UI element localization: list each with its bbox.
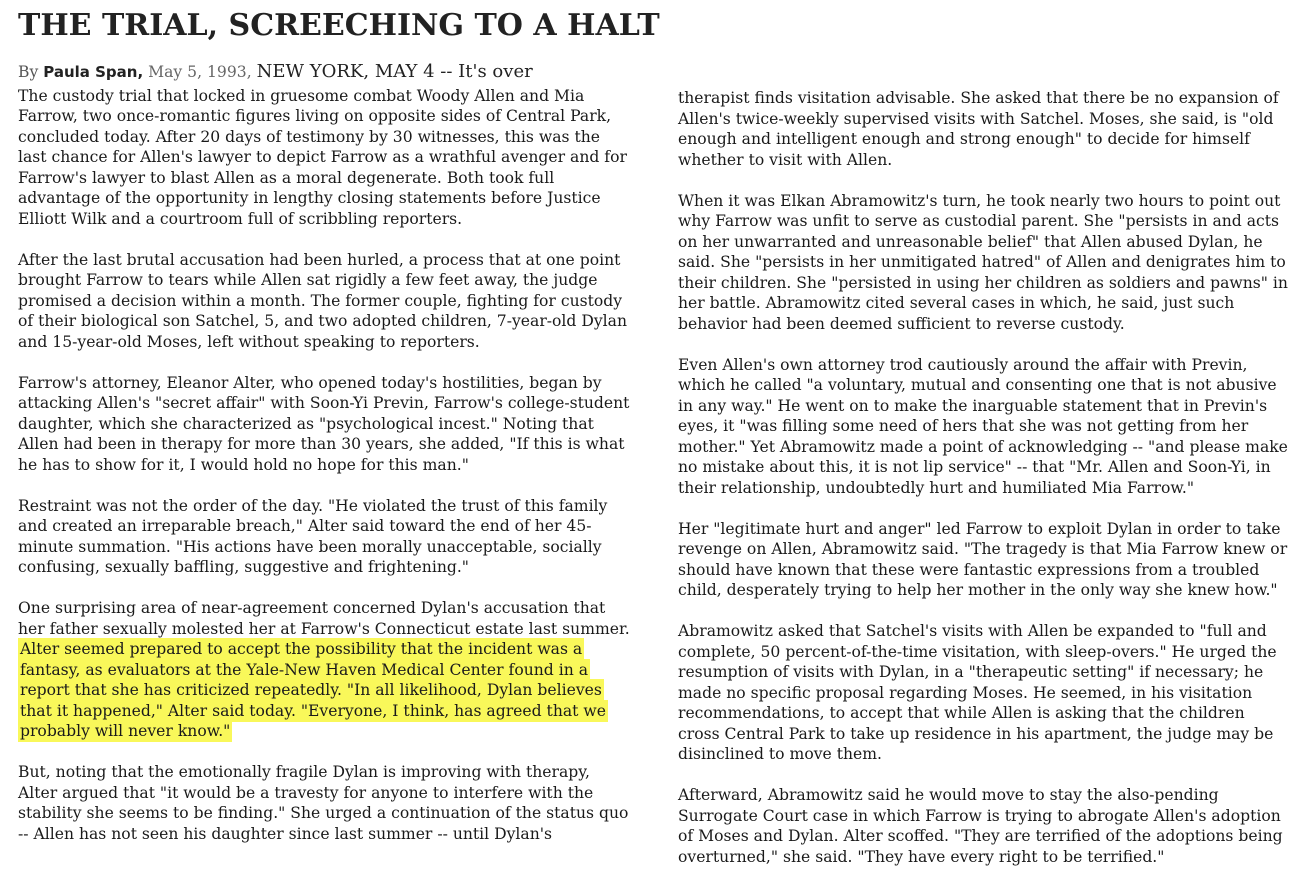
left-column bbox=[18, 62, 630, 865]
paragraph: therapist finds visitation advisable. She asked that there be no expansion of Allen's twice-weekly supervised visits with Satchel. Moses, she said, is "old enough and intelligent enough and strong enough" to decide for himself whether to visit with Allen. bbox=[678, 89, 1279, 169]
paragraph: The custody trial that locked in gruesome combat Woody Allen and Mia Farrow, two once-romantic figures living on opposite sides of Central Park, concluded today. After 20 days of testimony by 30 witnesses, this was the last chance for Allen's lawyer to depict Farrow as a wrathful avenger and for Farrow's lawyer to blast Allen as a moral degenerate. Both took full advantage of the opportunity in lengthy closing statements before Justice Elliott Wilk and a courtroom full of scribbling reporters. bbox=[18, 86, 627, 228]
paragraph: Abramowitz asked that Satchel's visits with Allen be expanded to "full and complete, 50 percent-of-the-time visitation, with sleep-overs." He urged the resumption of visits with Dylan, in a "therapeutic setting" if necessary; he made no specific proposal regarding Moses. He seemed, in his visitation recommendations, to accept that while Allen is asking that the children cross Central Park to take up residence in his apartment, the judge may be disinclined to move them. bbox=[678, 622, 1277, 763]
dateline: NEW YORK, MAY 4 -- It's over bbox=[256, 61, 533, 82]
paragraph bbox=[18, 598, 630, 742]
paragraph: Farrow's attorney, Eleanor Alter, who opened today's hostilities, began by attacking Allen's "secret affair" with Soon-Yi Previn, Farrow's college-student daughter, which she characterized as "psychological incest." Noting that Allen had been in therapy for more than 30 years, she added, "If this is what he has to show for it, I would hold no hope for this man." bbox=[18, 373, 630, 474]
paragraph: When it was Elkan Abramowitz's turn, he took nearly two hours to point out why Farrow was unfit to serve as custodial parent. She "persists in and acts on her unwarranted and unreasonable belief" that Allen abused Dylan, he said. She "persists in her unmitigated hatred" of Allen and denigrates him to their children. She "persisted in using her children as soldiers and pawns" in her battle. Abramowitz cited several cases in which, he said, just such behavior had been deemed sufficient to reverse custody. bbox=[678, 191, 1288, 333]
paragraph: Restraint was not the order of the day. "He violated the trust of this family and created an irreparable breach," Alter said toward the end of her 45-minute summation. "His actions have been morally unacceptable, socially confusing, sexually baffling, suggestive and frightening." bbox=[18, 496, 608, 576]
highlighted-passage[interactable]: Alter seemed prepared to accept the possibility that the incident was a fantasy, as evaluators at the Yale-New Haven Medical Center found in a report that she has criticized repeatedly. "In all likelihood, Dylan believes that it happened," Alter said today. "Everyone, I think, has agreed that we probably will never know." bbox=[20, 640, 606, 740]
paragraph: After the last brutal accusation had been hurled, a process that at one point brought Farrow to tears while Allen sat rigidly a few feet away, the judge promised a decision within a month. The former couple, fighting for custody of their biological son Satchel, 5, and two adopted children, 7-year-old Dylan and 15-year-old Moses, left without speaking to reporters. bbox=[18, 250, 628, 351]
byline bbox=[18, 62, 630, 83]
publish-date: May 5, 1993, bbox=[148, 63, 252, 81]
paragraph: Afterward, Abramowitz said he would move to stay the also-pending Surrogate Court case in which Farrow is trying to abrogate Allen's adoption of Moses and Dylan. Alter scoffed. "They are terrified of the adoptions being overturned," she said. "They have every right to be terrified." bbox=[678, 786, 1283, 866]
paragraph: But, noting that the emotionally fragile Dylan is improving with therapy, Alter argued that "it would be a travesty for anyone to interfere with the stability she seems to be finding." She urged a continuation of the status quo -- Allen has not seen his daughter since last summer -- until Dylan's bbox=[18, 763, 629, 843]
author-name[interactable]: Paula Span, bbox=[43, 63, 144, 81]
right-column bbox=[678, 88, 1290, 888]
byline-prefix: By bbox=[18, 63, 39, 81]
article-headline: THE TRIAL, SCREECHING TO A HALT bbox=[18, 8, 660, 43]
paragraph-lead: One surprising area of near-agreement concerned Dylan's accusation that her father sexually molested her at Farrow's Connecticut estate last summer. bbox=[18, 599, 630, 638]
paragraph: Even Allen's own attorney trod cautiously around the affair with Previn, which he called "a voluntary, mutual and consenting one that is not abusive in any way." He went on to make the inarguable statement that in Previn's eyes, it "was filling some need of hers that she was not getting from her mother." Yet Abramowitz made a point of acknowledging -- "and please make no mistake about this, it is not lip service" -- that "Mr. Allen and Soon-Yi, in their relationship, undoubtedly hurt and humiliated Mia Farrow." bbox=[678, 355, 1288, 497]
paragraph: Her "legitimate hurt and anger" led Farrow to exploit Dylan in order to take revenge on Allen, Abramowitz said. "The tragedy is that Mia Farrow knew or should have known that these were fantastic expressions from a troubled child, desperately trying to help her mother in the only way she knew how." bbox=[678, 519, 1288, 599]
